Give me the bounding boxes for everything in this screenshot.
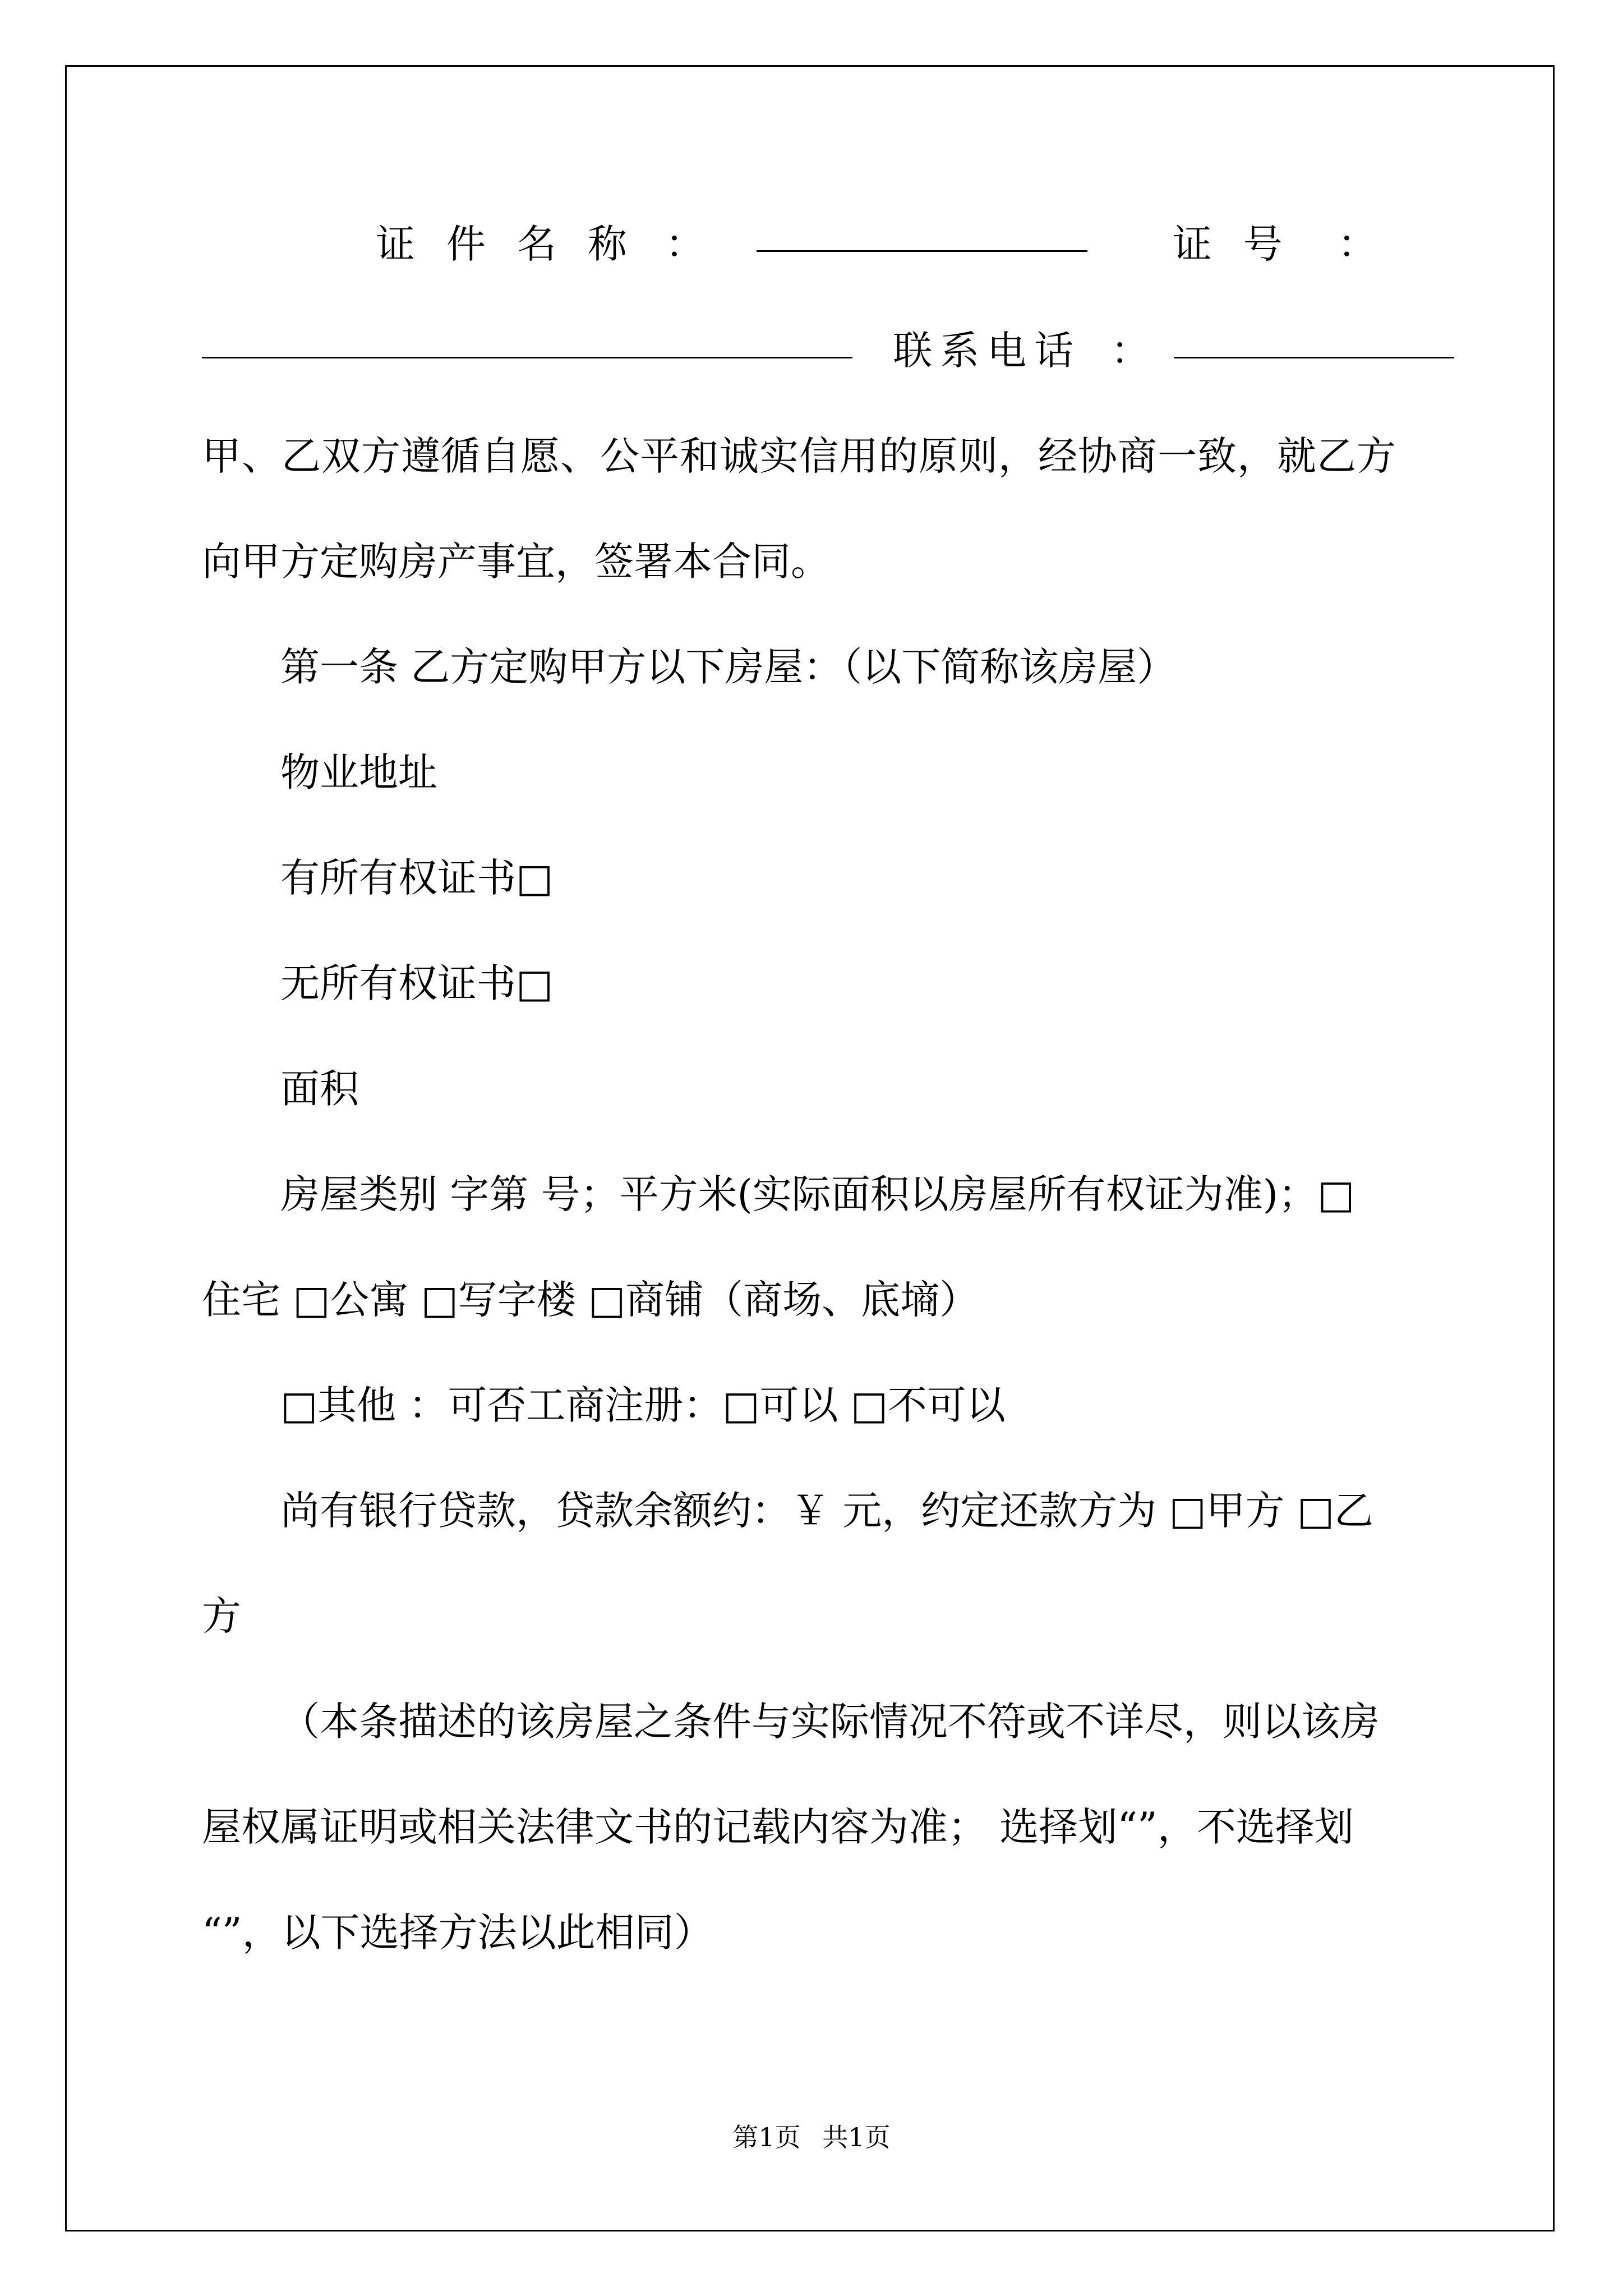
certificate-line <box>202 213 1424 275</box>
note-line: （本条描述的该房屋之条件与实际情况不符或不详尽，则以该房 <box>280 1699 1380 1745</box>
page-footer <box>0 2120 1623 2154</box>
note-line: “”，以下选择方法以此相同） <box>202 1910 713 1955</box>
house-type-line: 房屋类别 字第 号；平方米(实际面积以房屋所有权证为准)；□ <box>280 1171 1355 1217</box>
phone-label: 联系电话 <box>893 328 1082 374</box>
phone-blank[interactable] <box>1174 321 1454 358</box>
area-label: 面积 <box>280 1066 359 1112</box>
note-line: 屋权属证明或相关法律文书的记载内容为准； 选择划“”，不选择划 <box>202 1804 1354 1850</box>
phone-colon: ： <box>1110 328 1150 374</box>
house-type-options[interactable]: 住宅 □公寓 □写字楼 □商铺（商场、底墒） <box>202 1277 979 1323</box>
loan-line-continued: 方 <box>202 1593 241 1639</box>
certificate-number-blank[interactable] <box>202 321 852 358</box>
no-certificate-option[interactable]: 无所有权证书□ <box>280 960 554 1006</box>
other-registration-line[interactable]: □其他 ：可否工商注册：□可以 □不可以 <box>280 1382 1006 1428</box>
page-number: 第1页 <box>732 2122 801 2152</box>
property-address-label: 物业地址 <box>280 749 437 795</box>
paragraph-line: 向甲方定购房产事宜，签署本合同。 <box>202 539 830 585</box>
loan-line: 尚有银行贷款，贷款余额约：￥ 元，约定还款方为 □甲方 □乙 <box>280 1488 1374 1534</box>
page-total: 共1页 <box>822 2122 891 2152</box>
certificate-name-colon: ： <box>665 221 705 267</box>
article-heading: 第一条 乙方定购甲方以下房屋：（以下简称该房屋） <box>280 644 1177 690</box>
certificate-name-label: 证件名称 <box>376 221 658 267</box>
has-certificate-option[interactable]: 有所有权证书□ <box>280 855 554 901</box>
phone-line <box>202 320 1424 381</box>
certificate-number-label: 证号 <box>1172 221 1314 267</box>
paragraph-line: 甲、乙双方遵循自愿、公平和诚实信用的原则，经协商一致，就乙方 <box>202 433 1396 479</box>
certificate-name-blank[interactable] <box>757 214 1087 252</box>
certificate-number-colon: ： <box>1338 221 1377 267</box>
